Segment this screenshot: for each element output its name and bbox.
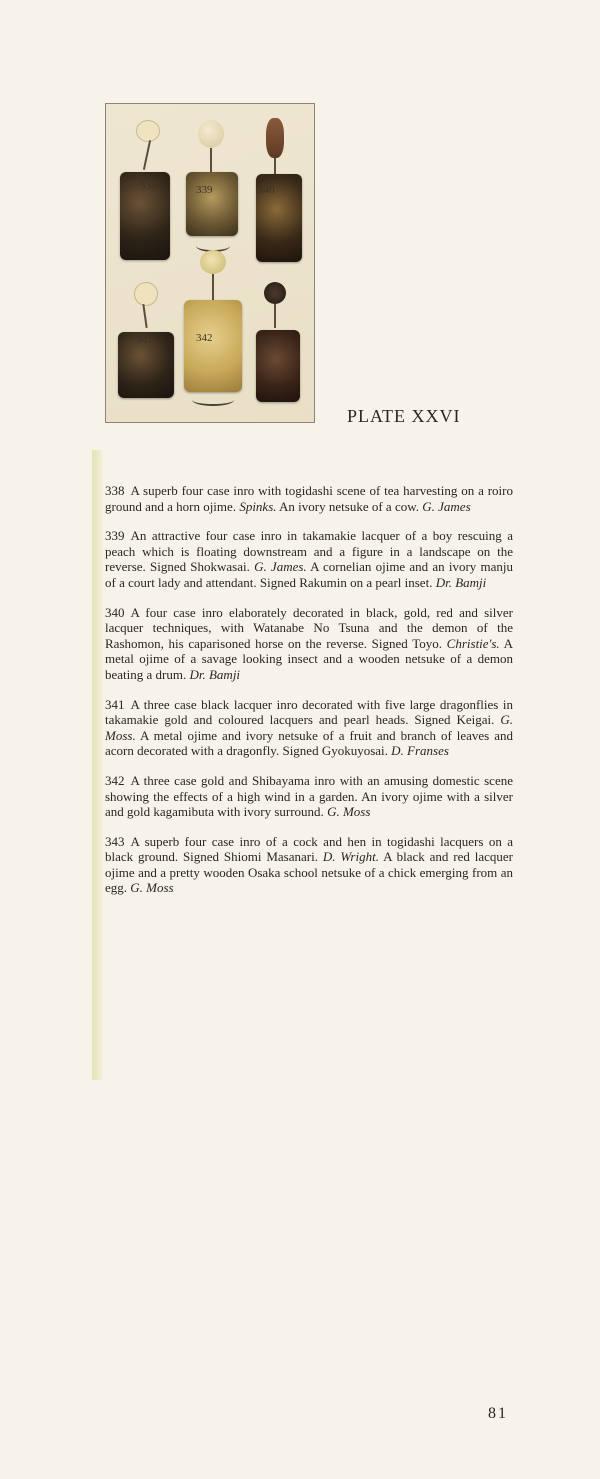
entry-attribution: G. James (422, 498, 471, 514)
cord-340 (274, 158, 276, 174)
inro-342 (184, 300, 242, 392)
catalogue-entry (105, 605, 513, 683)
cord-339 (210, 148, 212, 172)
entry-attribution: Dr. Bamji (189, 666, 241, 682)
cord-341 (142, 304, 147, 328)
plate-title: PLATE XXVI (347, 406, 461, 426)
entry-attribution: G. Moss. (105, 712, 513, 743)
plate-photograph (105, 103, 315, 423)
gutter-strip (92, 450, 102, 1080)
netsuke-340 (266, 118, 284, 158)
figure-label-341: 341 (136, 334, 153, 346)
catalogue-entry (105, 773, 513, 820)
entry-number: 343 (105, 833, 125, 849)
netsuke-341 (134, 282, 158, 306)
entry-text: A cornelian ojime and an ivory manju of a court lady and attendant. Signed Rakumin on a pearl inset. (105, 559, 513, 590)
entry-attribution: Christie's. (446, 635, 500, 651)
entry-text: An ivory netsuke of a cow. (276, 498, 423, 514)
entry-text: An attractive four case inro in takamakie lacquer of a boy rescuing a peach which is floating downstream and a figure in a landscape on the reverse. Signed Shokwasai. (105, 528, 513, 575)
catalogue-entries (105, 483, 513, 910)
figure-label-339: 339 (196, 184, 213, 196)
netsuke-339 (198, 120, 224, 148)
entry-text: A black and red lacquer ojime and a pretty wooden Osaka school netsuke of a chick emerging from an egg. (105, 849, 513, 896)
entry-text: A three case gold and Shibayama inro with an amusing domestic scene showing the effects of a high wind in a garden. An ivory ojime with a silver and gold kagamibuta with ivory surround. (105, 772, 513, 820)
figure-label-340: 340 (258, 184, 275, 196)
figure-label-342: 342 (196, 332, 213, 344)
entry-attribution: D. Franses (391, 743, 449, 759)
catalogue-entry (105, 697, 513, 759)
entry-text: A metal ojime of a savage looking insect and a wooden netsuke of a demon beating a drum. (105, 635, 514, 682)
cord-342 (212, 274, 214, 300)
entry-number: 338 (105, 483, 125, 498)
entry-text: A superb four case inro of a cock and hen in togidashi lacquers on a black ground. Signed Shiomi Masanari. (105, 833, 513, 865)
figure-label-338: 338 (140, 180, 157, 192)
entry-text: A four case inro elaborately decorated in black, gold, red and silver lacquer techniques, with Watanabe No Tsuna and the demon of the Rashomon, his caparisoned horse on the reverse. Signed Toyo. (105, 604, 513, 651)
cord-338 (143, 140, 151, 170)
entry-attribution: G. James. (254, 559, 307, 575)
entry-attribution: G. Moss (130, 880, 174, 896)
entry-number: 342 (105, 772, 125, 788)
catalogue-entry (105, 528, 513, 590)
entry-attribution: Dr. Bamji (435, 574, 487, 590)
netsuke-342 (200, 250, 226, 274)
netsuke-343 (264, 282, 286, 304)
page-number: 81 (488, 1405, 508, 1422)
entry-number: 340 (105, 604, 125, 620)
entry-number: 339 (105, 528, 125, 544)
inro-339 (186, 172, 238, 236)
netsuke-338 (136, 120, 160, 142)
entry-number: 341 (105, 696, 125, 712)
himotoshi-342 (192, 394, 234, 406)
figure-label-343: 343 (258, 334, 275, 346)
entry-text: A superb four case inro with togidashi scene of tea harvesting on a roiro ground and a horn ojime. (105, 483, 513, 514)
entry-attribution: Spinks. (239, 498, 277, 514)
catalogue-entry (105, 834, 513, 896)
catalogue-entry (105, 483, 513, 514)
cord-343 (274, 304, 276, 328)
entry-text: A metal ojime and ivory netsuke of a fruit and branch of leaves and acorn decorated with a dragonfly. Signed Gyokuyosai. (105, 727, 513, 759)
entry-text: A three case black lacquer inro decorated with five large dragonflies in takamakie gold and coloured lacquers and pearl heads. Signed Keigai. (105, 696, 513, 728)
entry-attribution: G. Moss (327, 804, 371, 820)
entry-attribution: D. Wright. (322, 849, 379, 865)
